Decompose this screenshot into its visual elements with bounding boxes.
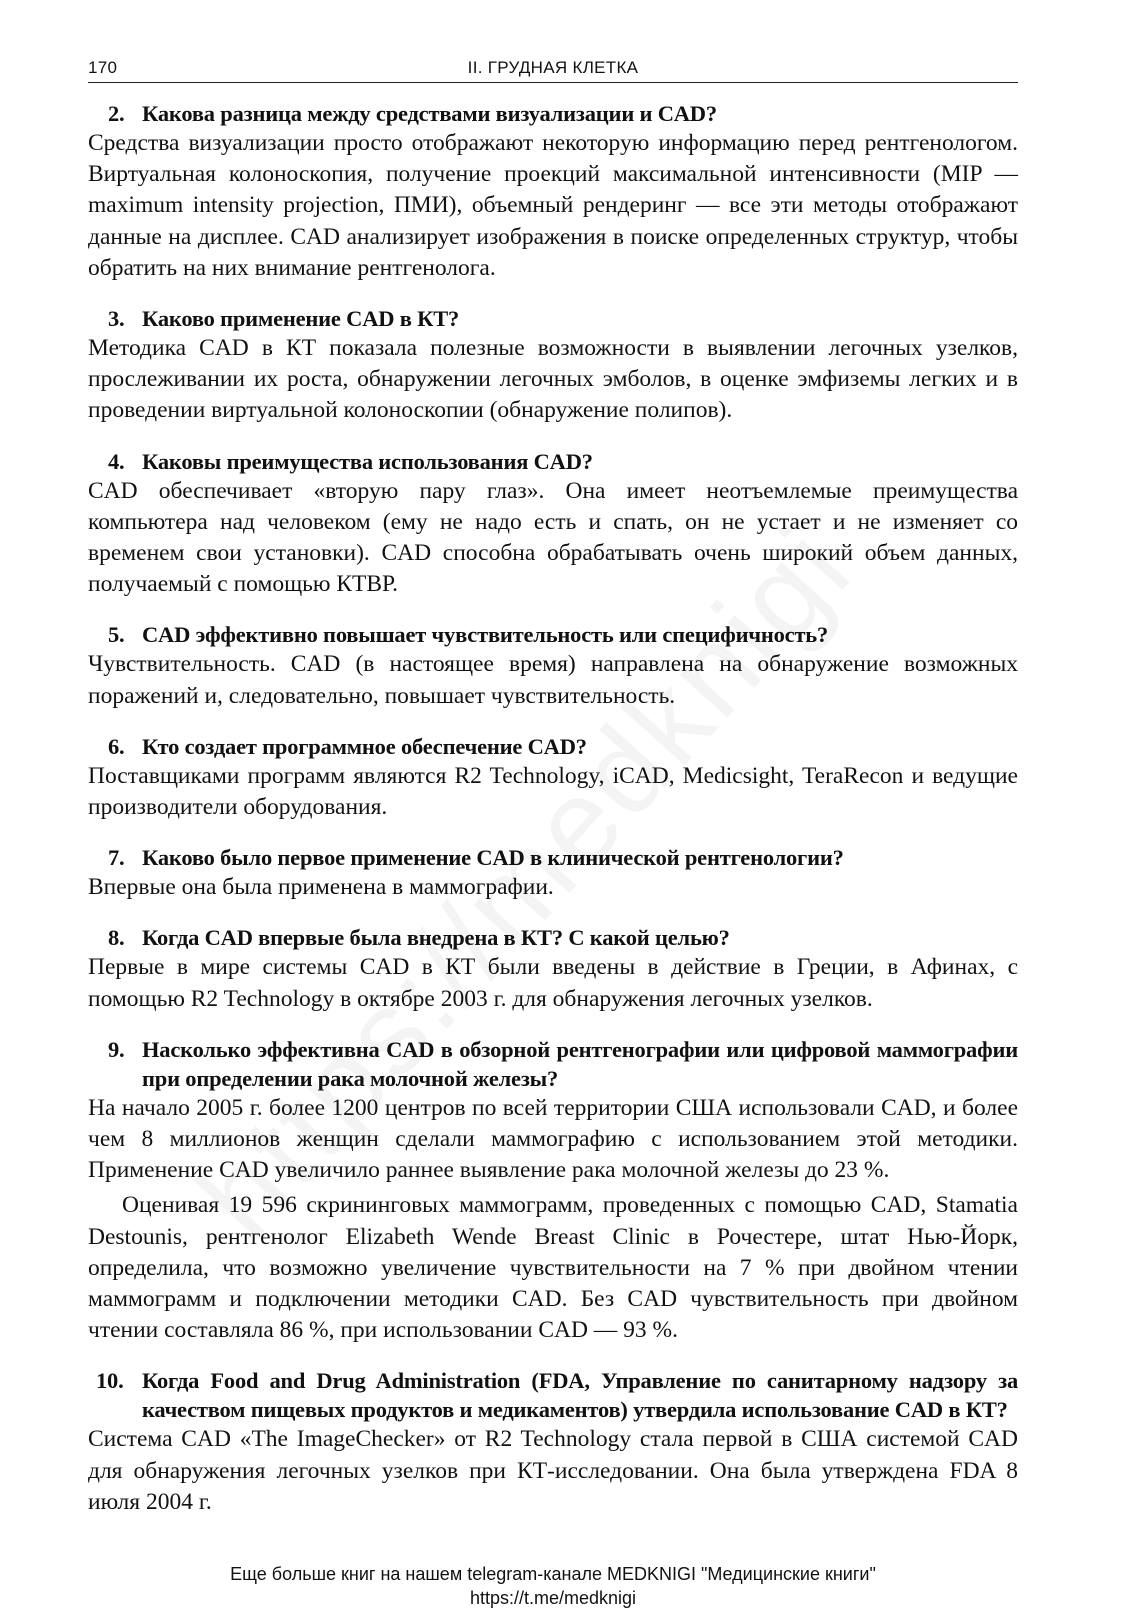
answer-paragraph: Первые в мире системы CAD в КТ были введены в действие в Греции, в Афинах, с помощью R2 Technology в октябре 2003 г. для обнаружения легочных узелков. bbox=[88, 954, 1018, 1012]
question-text: CAD эффективно повышает чувствительность или специфичность? bbox=[142, 622, 829, 648]
chapter-title: II. ГРУДНАЯ КЛЕТКА bbox=[467, 58, 639, 77]
question-heading bbox=[88, 1366, 1018, 1424]
qa-item bbox=[88, 99, 1018, 284]
qa-list bbox=[88, 99, 1018, 1518]
footer-line: Еще больше книг на нашем telegram-канале MEDKNIGI "Медицинские книги" bbox=[230, 1564, 876, 1584]
question-number: 6. bbox=[108, 733, 125, 759]
question-text: Когда Food and Drug Administration (FDA, Управление по санитарному надзору за качеством пищевых продуктов и медикаментов) утвердила использование CAD в КТ? bbox=[142, 1368, 1018, 1423]
qa-item bbox=[88, 1366, 1018, 1518]
question-number: 7. bbox=[108, 845, 125, 871]
running-head bbox=[88, 52, 1018, 83]
qa-item bbox=[88, 843, 1018, 903]
question-heading bbox=[88, 620, 1018, 649]
page-number: 170 bbox=[88, 58, 118, 77]
qa-item bbox=[88, 304, 1018, 427]
qa-item bbox=[88, 620, 1018, 711]
qa-item bbox=[88, 732, 1018, 823]
answer-paragraph: На начало 2005 г. более 1200 центров по всей территории США использовали CAD, и более чем 8 миллионов женщин сделали маммографию с использованием этой методики. Применение CAD увеличило раннее выявление рака молочной железы до 23 %. bbox=[88, 1094, 1018, 1184]
answer-paragraph: Впервые она была применена в маммографии. bbox=[88, 874, 554, 901]
question-number: 3. bbox=[108, 306, 125, 332]
question-heading bbox=[88, 447, 1018, 476]
qa-item bbox=[88, 1035, 1018, 1347]
question-heading bbox=[88, 923, 1018, 952]
question-text: Каково было первое применение CAD в клинической рентгенологии? bbox=[142, 845, 844, 871]
answer-paragraph: Чувствительность. CAD (в настоящее время) направлена на обнаружение возможных поражений и, следовательно, повышает чувствительность. bbox=[88, 651, 1018, 709]
question-number: 5. bbox=[108, 622, 125, 648]
question-heading bbox=[88, 304, 1018, 333]
question-number: 4. bbox=[108, 448, 125, 474]
telegram-footer bbox=[88, 1562, 1018, 1610]
question-heading bbox=[88, 843, 1018, 872]
answer-paragraph: Средства визуализации просто отображают некоторую информацию перед рентгенологом. Виртуальная колоноскопия, получение проекций максимальной интенсивности (MIP — maximum intensity projection, ПМИ), объемный рендеринг — все эти методы отображают данные на дисплее. CAD анализирует изображения в поиске определенных структур, чтобы обратить на них внимание рентгенолога. bbox=[88, 130, 1018, 281]
question-text: Какова разница между средствами визуализации и CAD? bbox=[142, 101, 717, 126]
question-text: Насколько эффективна CAD в обзорной рентгенографии или цифровой маммографии при определении рака молочной железы? bbox=[142, 1036, 1018, 1091]
question-number: 9. bbox=[108, 1036, 125, 1062]
answer-paragraph: Поставщиками программ являются R2 Technology, iCAD, Medicsight, TeraRecon и ведущие производители оборудования. bbox=[88, 762, 1018, 821]
qa-item bbox=[88, 923, 1018, 1014]
question-text: Каковы преимущества использования CAD? bbox=[142, 448, 593, 474]
answer-paragraph: Методика CAD в КТ показала полезные возможности в выявлении легочных узелков, прослеживании их роста, обнаружении легочных эмболов, в оценке эмфиземы легких и в проведении виртуальной колоноскопии (обнаружение полипов). bbox=[88, 335, 1018, 424]
answer-paragraph: Оценивая 19 596 скрининговых маммограмм, проведенных с помощью CAD, Stamatia Destounis, рентгенолог Elizabeth Wende Breast Clinic в Рочестере, штат Нью-Йорк, определила, что возможно увеличение чувствительности на 7 % при двойном чтении маммограмм и подключении методики CAD. Без CAD чувствительность при двойном чтении составляла 86 %, при использовании CAD — 93 %. bbox=[88, 1192, 1018, 1344]
answer-paragraph: Система CAD «The ImageChecker» от R2 Technology стала первой в США системой CAD для обнаружения легочных узелков при КТ-исследовании. Она была утверждена FDA 8 июля 2004 г. bbox=[88, 1426, 1018, 1515]
question-heading bbox=[88, 99, 1018, 128]
question-number: 10. bbox=[96, 1368, 124, 1394]
question-number: 2. bbox=[108, 101, 125, 126]
question-text: Когда CAD впервые была внедрена в КТ? С какой целью? bbox=[142, 925, 730, 951]
question-heading bbox=[88, 732, 1018, 761]
question-number: 8. bbox=[108, 925, 125, 951]
answer-paragraph: CAD обеспечивает «вторую пару глаз». Она имеет неотъемлемые преимущества компьютера над человеком (ему не надо есть и спать, он не устает и не изменяет со временем свои установки). CAD способна обрабатывать очень широкий объем данных, получаемый с помощью КТВР. bbox=[88, 477, 1018, 598]
qa-item bbox=[88, 447, 1018, 601]
question-text: Каково применение CAD в КТ? bbox=[142, 306, 460, 332]
telegram-link[interactable]: https://t.me/medknigi bbox=[469, 1588, 637, 1608]
question-heading bbox=[88, 1035, 1018, 1093]
question-text: Кто создает программное обеспечение CAD? bbox=[142, 733, 587, 759]
book-page bbox=[88, 52, 1018, 1608]
